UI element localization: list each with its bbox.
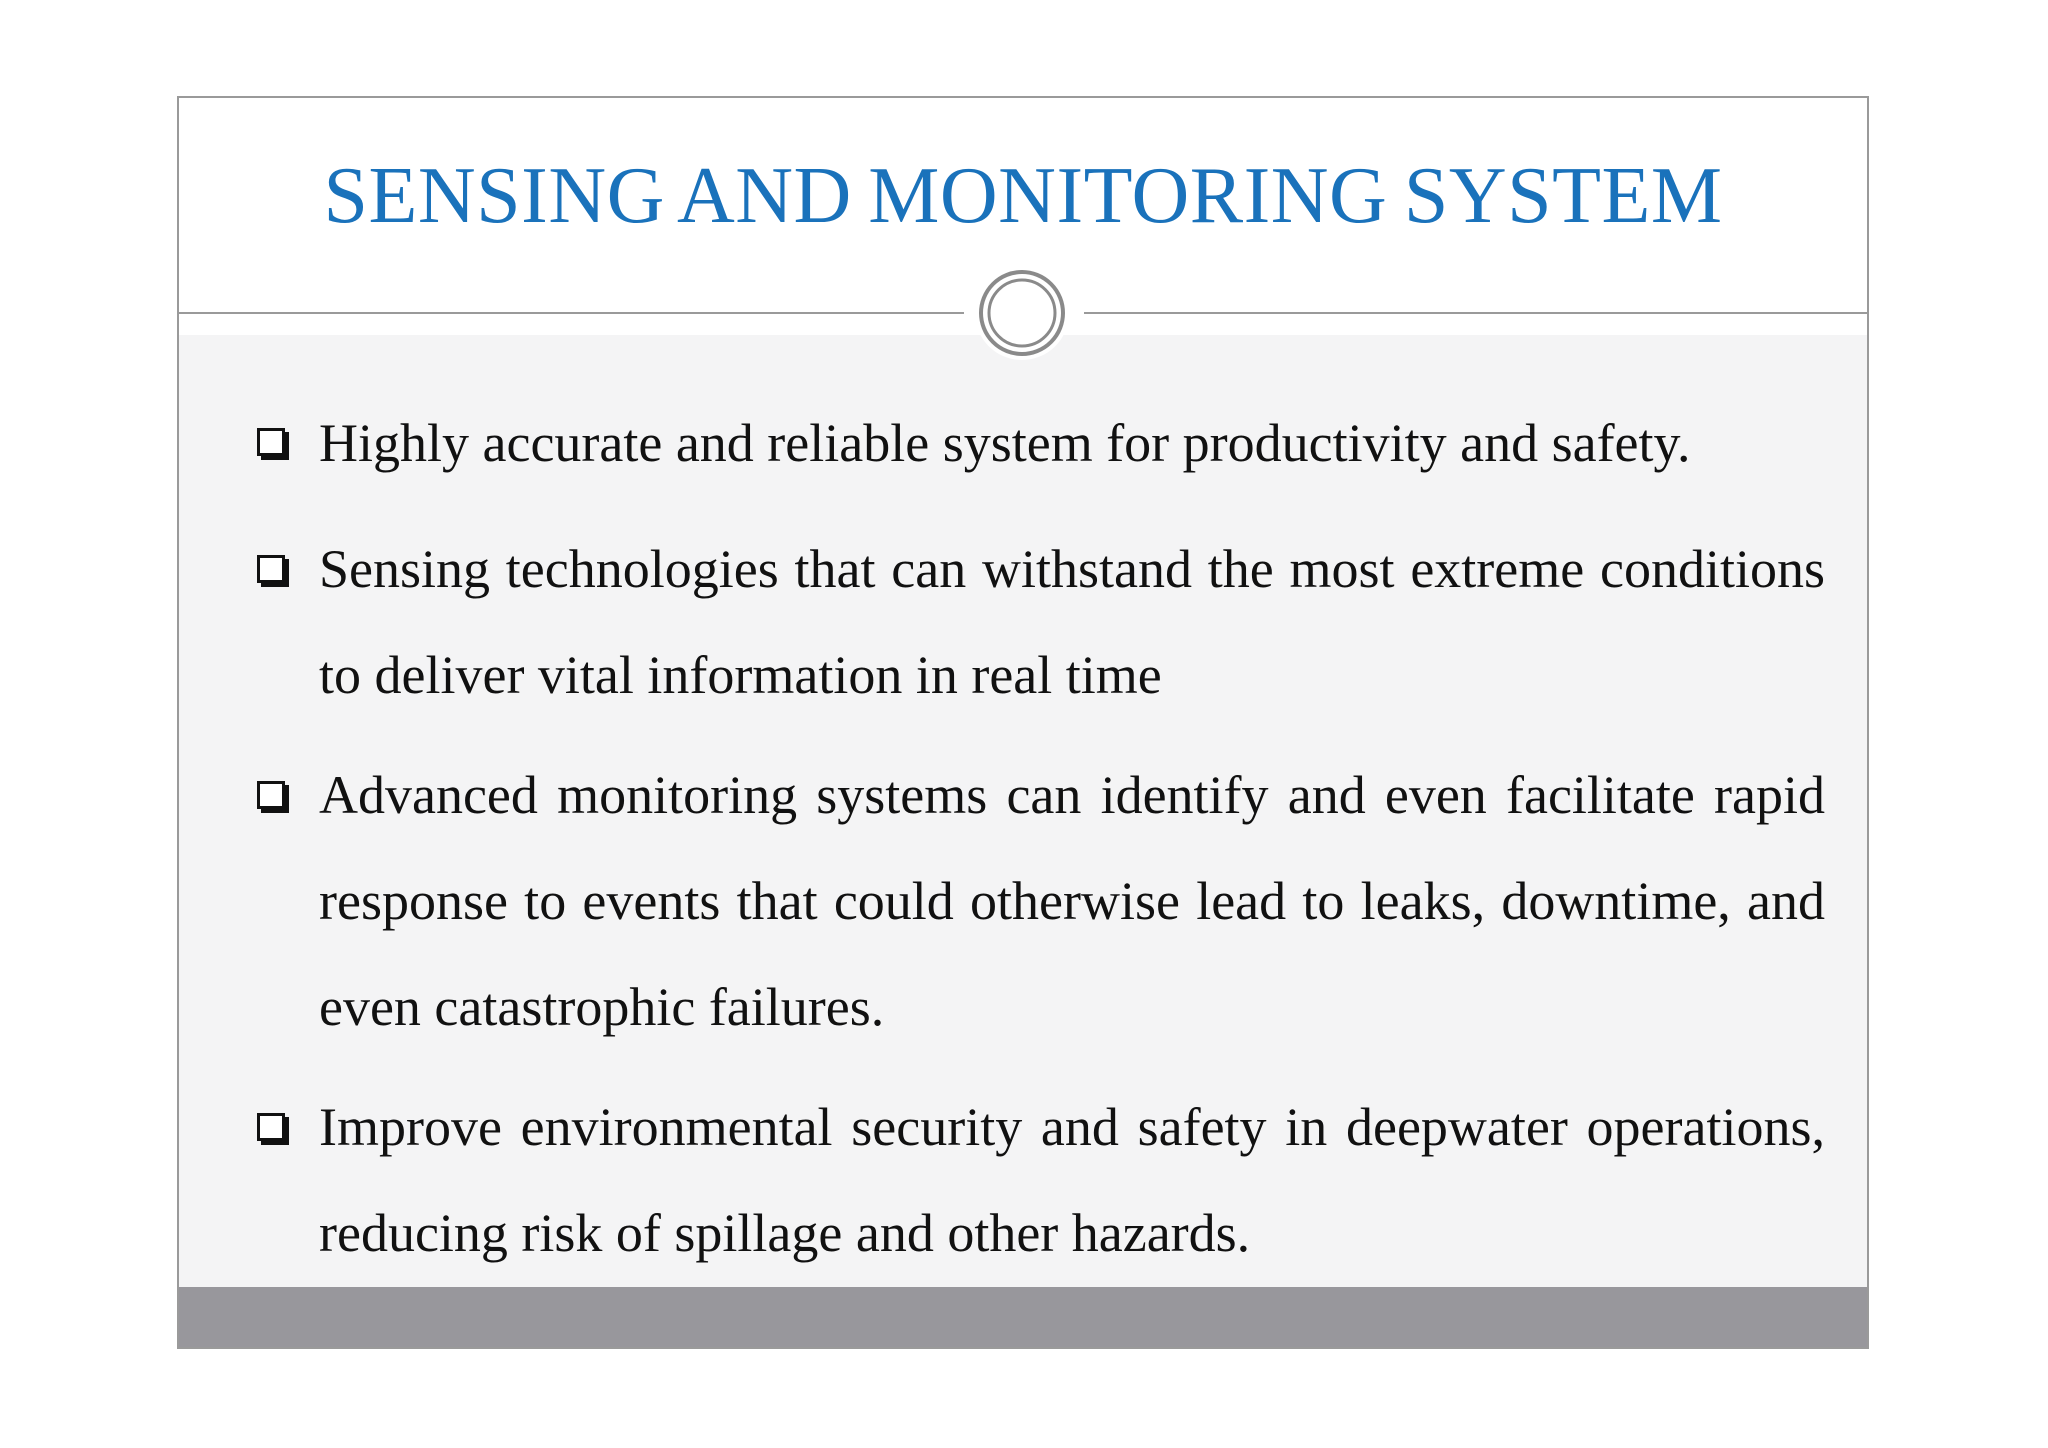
header-divider-right	[1084, 312, 1869, 314]
bullet-text: Highly accurate and reliable system for productivity and safety.	[319, 413, 1691, 473]
bullet-list	[255, 398, 1825, 1300]
footer-bar	[179, 1287, 1867, 1347]
bullet-text: Sensing technologies that can withstand the most extreme conditions to deliver vital information in real time	[319, 539, 1825, 705]
bullet-text: Improve environmental security and safety in deepwater operations, reducing risk of spillage and other hazards.	[319, 1097, 1825, 1263]
list-item	[255, 1074, 1825, 1286]
slide	[177, 96, 1869, 1349]
checkbox-square-icon	[257, 781, 285, 809]
slide-header	[179, 98, 1867, 335]
checkbox-square-icon	[257, 1113, 285, 1141]
double-ring-ornament-icon	[975, 266, 1069, 360]
list-item	[255, 413, 1825, 473]
header-divider-left	[179, 312, 964, 314]
list-item	[255, 742, 1825, 1060]
slide-title: SENSING AND MONITORING SYSTEM	[323, 152, 1723, 240]
list-item	[255, 516, 1825, 728]
bullet-text: Advanced monitoring systems can identify and even facilitate rapid response to events that could otherwise lead to leaks, downtime, and even catastrophic failures.	[319, 765, 1825, 1037]
checkbox-square-icon	[257, 428, 285, 456]
checkbox-square-icon	[257, 555, 285, 583]
